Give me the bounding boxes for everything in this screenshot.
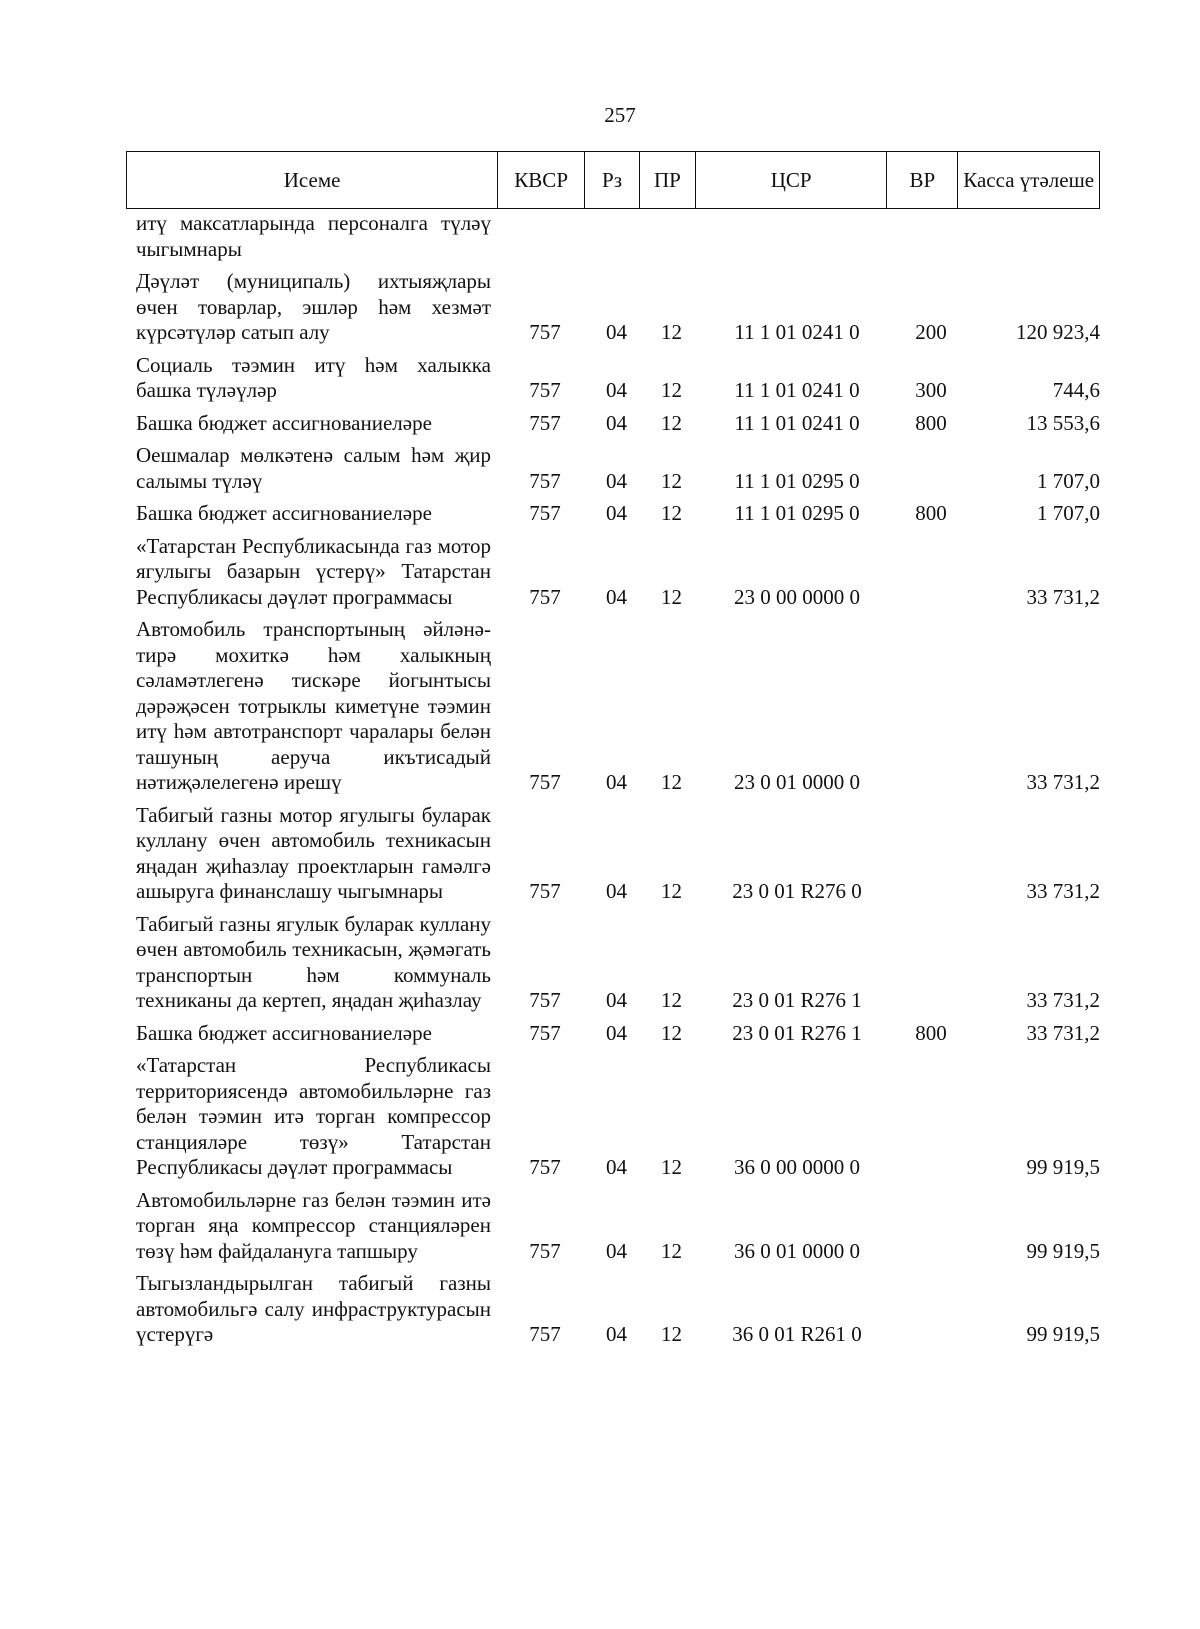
row-csr: 36 0 01 0000 0 xyxy=(734,1238,860,1263)
row-kvsr: 757 xyxy=(529,1020,561,1045)
row-kassa: 13 553,6 xyxy=(1026,410,1100,435)
row-csr: 11 1 01 0295 0 xyxy=(734,468,860,493)
row-csr: 36 0 00 0000 0 xyxy=(734,1155,860,1179)
row-kvsr: 757 xyxy=(529,584,561,609)
table-row xyxy=(136,1021,1126,1047)
table-row xyxy=(136,269,1126,346)
header-csr: ЦСР xyxy=(696,152,888,208)
header-rz: Рз xyxy=(585,152,640,208)
page-number: 257 xyxy=(604,103,636,127)
header-kvsr: КВСР xyxy=(498,152,585,208)
row-pr: 12 xyxy=(661,879,682,903)
row-name: Автомобиль транспортының әйләнә-тирә мохиткә һәм халыкның сәламәтлегенә тискәре йогынтысы дәрәҗәсен тотрыклы киметүне тәэмин итү һәм автотранспорт чаралары белән ташуның аеруча икътисадый нәтиҗәлелегенә ирешү xyxy=(136,617,491,794)
row-pr: 12 xyxy=(661,410,682,435)
row-kvsr: 757 xyxy=(529,468,561,493)
row-pr: 12 xyxy=(661,584,682,609)
row-rz: 04 xyxy=(606,1322,627,1346)
row-kvsr: 757 xyxy=(529,410,561,435)
row-csr: 23 0 01 R276 0 xyxy=(732,879,862,903)
row-kassa: 1 707,0 xyxy=(1037,468,1100,493)
row-kassa: 33 731,2 xyxy=(1026,988,1100,1012)
row-kassa: 33 731,2 xyxy=(1026,770,1100,794)
row-vr: 800 xyxy=(915,410,947,435)
table-row xyxy=(136,1188,1126,1265)
row-rz: 04 xyxy=(606,468,627,493)
row-kvsr: 757 xyxy=(529,879,561,903)
row-rz: 04 xyxy=(606,501,627,525)
row-kassa: 1 707,0 xyxy=(1037,501,1100,525)
row-csr: 11 1 01 0241 0 xyxy=(734,378,860,402)
row-name: Тыгызландырылган табигый газны автомобильгә салу инфраструктурасын үстерүгә xyxy=(136,1271,491,1346)
row-kassa: 99 919,5 xyxy=(1026,1238,1100,1263)
row-rz: 04 xyxy=(606,320,627,344)
row-vr: 300 xyxy=(915,378,947,402)
table-body xyxy=(136,211,1126,1355)
header-vr: ВР xyxy=(887,152,958,208)
table-row xyxy=(136,443,1126,494)
row-name: Башка бюджет ассигнованиеләре xyxy=(136,501,432,525)
row-csr: 11 1 01 0241 0 xyxy=(734,410,860,435)
table-row xyxy=(136,1053,1126,1181)
row-name: Социаль тәэмин итү һәм халыкка башка түләүләр xyxy=(136,352,491,402)
row-name: Автомобильләрне газ белән тәэмин итә торган яңа компрессор станцияләрен төзү һәм файдалануга тапшыру xyxy=(136,1187,491,1263)
row-kvsr: 757 xyxy=(529,501,561,525)
row-csr: 23 0 00 0000 0 xyxy=(734,584,860,609)
row-kvsr: 757 xyxy=(529,320,561,344)
row-kassa: 33 731,2 xyxy=(1026,584,1100,609)
row-rz: 04 xyxy=(606,378,627,402)
row-kvsr: 757 xyxy=(529,1155,561,1179)
row-pr: 12 xyxy=(661,1020,682,1045)
row-rz: 04 xyxy=(606,410,627,435)
table-row xyxy=(136,617,1126,796)
row-pr: 12 xyxy=(661,1155,682,1179)
row-kassa: 99 919,5 xyxy=(1026,1155,1100,1179)
row-rz: 04 xyxy=(606,988,627,1012)
table-row xyxy=(136,501,1126,527)
row-name: Дәүләт (муниципаль) ихтыяҗлары өчен товарлар, эшләр һәм хезмәт күрсәтүләр сатып алу xyxy=(136,269,491,344)
table-row xyxy=(136,353,1126,404)
table-row xyxy=(136,411,1126,437)
row-kvsr: 757 xyxy=(529,378,561,402)
table-row xyxy=(136,1271,1126,1348)
row-kvsr: 757 xyxy=(529,1238,561,1263)
row-name: «Татарстан Республикасында газ мотор ягулыгы базарын үстерү» Татарстан Республикасы дәүләт программасы xyxy=(136,533,491,609)
row-pr: 12 xyxy=(661,770,682,794)
row-vr: 800 xyxy=(915,501,947,525)
row-pr: 12 xyxy=(661,378,682,402)
row-vr: 800 xyxy=(915,1020,947,1045)
row-csr: 23 0 01 R276 1 xyxy=(732,988,862,1012)
row-kassa: 99 919,5 xyxy=(1026,1322,1100,1346)
header-name: Исеме xyxy=(127,152,498,208)
row-rz: 04 xyxy=(606,1020,627,1045)
row-csr: 23 0 01 R276 1 xyxy=(732,1020,862,1045)
row-name: Оешмалар мөлкәтенә салым һәм җир салымы түләү xyxy=(136,443,491,493)
header-kassa: Касса үтәлеше xyxy=(963,168,1095,192)
header-pr: ПР xyxy=(640,152,696,208)
table-row xyxy=(136,912,1126,1014)
row-pr: 12 xyxy=(661,1238,682,1263)
row-csr: 23 0 01 0000 0 xyxy=(734,770,860,794)
row-kassa: 33 731,2 xyxy=(1026,1020,1100,1045)
row-kvsr: 757 xyxy=(529,1322,561,1346)
row-name: Табигый газны ягулык буларак куллану өчен автомобиль техникасын, җәмәгать транспортын һәм коммуналь техниканы да кертеп, яңадан җиһазлау xyxy=(136,911,491,1012)
row-rz: 04 xyxy=(606,879,627,903)
table-row xyxy=(136,534,1126,611)
row-csr: 36 0 01 R261 0 xyxy=(732,1322,862,1346)
row-rz: 04 xyxy=(606,1238,627,1263)
row-name: Башка бюджет ассигнованиеләре xyxy=(136,410,432,435)
row-pr: 12 xyxy=(661,1322,682,1346)
row-rz: 04 xyxy=(606,1155,627,1179)
row-rz: 04 xyxy=(606,584,627,609)
row-name: Башка бюджет ассигнованиеләре xyxy=(136,1020,432,1045)
row-name: Табигый газны мотор ягулыгы буларак куллану өчен автомобиль техникасын яңадан җиһазлау проектларын гамәлгә ашыруга финанслашу чыгымнары xyxy=(136,802,491,903)
row-kassa: 744,6 xyxy=(1052,378,1100,402)
row-kassa: 120 923,4 xyxy=(1016,320,1100,344)
row-kvsr: 757 xyxy=(529,770,561,794)
row-vr: 200 xyxy=(915,320,947,344)
row-pr: 12 xyxy=(661,988,682,1012)
row-pr: 12 xyxy=(661,501,682,525)
row-pr: 12 xyxy=(661,468,682,493)
row-kassa: 33 731,2 xyxy=(1026,879,1100,903)
row-name: «Татарстан Республикасы территориясендә автомобильләрне газ белән тәэмин итә торган компрессор станцияләре төзү» Татарстан Республикасы дәүләт программасы xyxy=(136,1053,491,1179)
table-header xyxy=(126,151,1100,209)
table-row xyxy=(136,211,1126,262)
row-kvsr: 757 xyxy=(529,988,561,1012)
row-pr: 12 xyxy=(661,320,682,344)
row-rz: 04 xyxy=(606,770,627,794)
row-name: итү максатларында персоналга түләү чыгымнары xyxy=(136,211,491,261)
row-csr: 11 1 01 0295 0 xyxy=(734,501,860,525)
table-row xyxy=(136,803,1126,905)
row-csr: 11 1 01 0241 0 xyxy=(734,320,860,344)
